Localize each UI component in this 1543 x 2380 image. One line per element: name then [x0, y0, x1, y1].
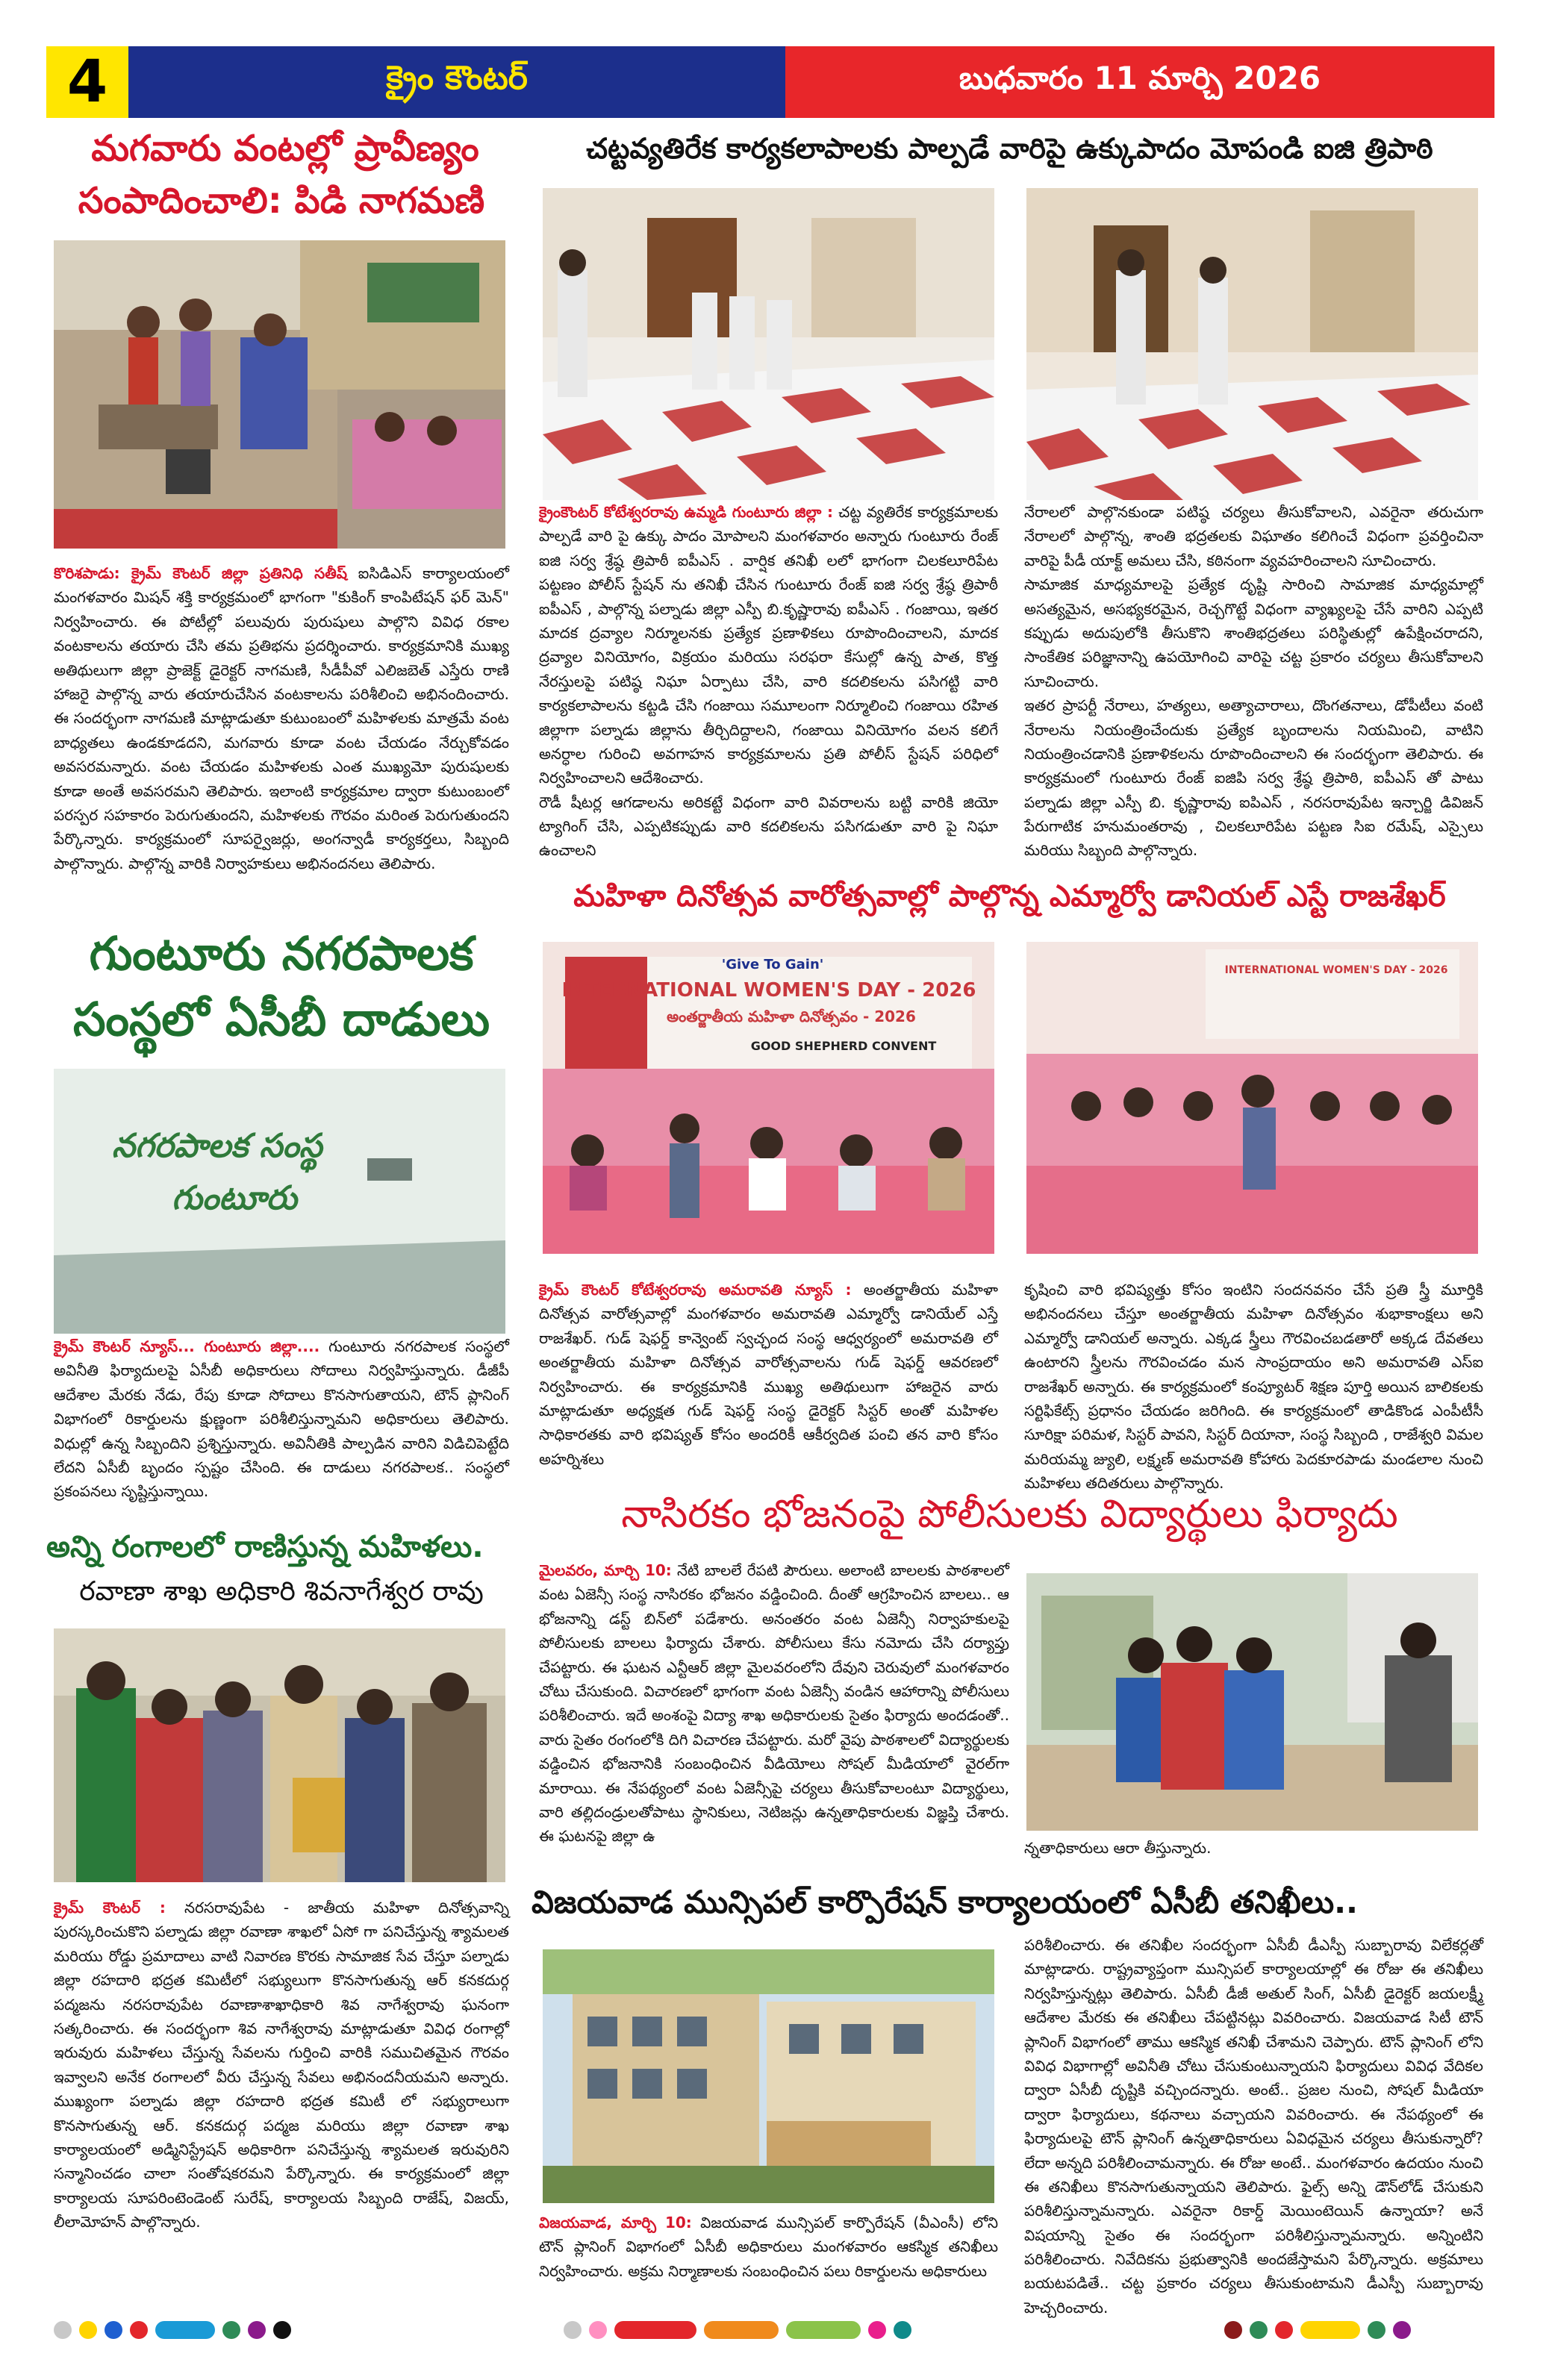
- color-dot: [130, 2321, 148, 2339]
- color-pill: [786, 2321, 861, 2339]
- headline-cooking-1: మగవారు వంటల్లో ప్రావీణ్యం: [91, 128, 479, 169]
- headline-cooking-2: సంపాదించాలి: పిడి నాగమణి: [78, 180, 485, 222]
- article-text: ఐసిడిఎస్ కార్యాలయంలో మంగళవారం మిషన్ శక్తి కార్యక్రమంలో భాగంగా "కుకింగ్ కాంపిటేషన్ ఫర్ మెన్" నిర్వహించారు. ఈ పోటీల్లో పలువురు పురుషులు పాల్గొని వివిధ రకాల వంటకాలను తయారు చేసి తమ ప్రతిభను ప్రదర్శించారు. కార్యక్రమానికి ముఖ్య అతిథులుగా జిల్లా ప్రాజెక్ట్ డైరెక్టర్ నాగమణి, సీడీపీవో ఎలిజబెత్ ఎస్తేరు రాణి హాజరై పాల్గొన్న వారు తయారుచేసిన వంటకాలను పరిశీలించి అభినందించారు. ఈ సందర్భంగా నాగమణి మాట్లాడుతూ కుటుంబంలో మహిళలకు మాత్రమే వంట బాధ్యతలు ఉండకూడదని, మగవారు కూడా వంట చేయడం నేర్చుకోవడం అవసరమన్నారు. వంట చేయడం మహిళలకు ఎంత ముఖ్యమో పురుషులకు కూడా అంతే అవసరమని తెలిపారు. ఇలాంటి కార్యక్రమాల ద్వారా కుటుంబంలో పరస్పర సహకారం పెరుగుతుందని, మహిళలకు గౌరవం మరింత పెరుగుతుందని పేర్కొన్నారు. కార్యక్రమంలో సూపర్వైజర్లు, అంగన్వాడీ కార్యకర్తలు, సిబ్బంది పాల్గొన్నారు. పాల్గొన్న వారికి నిర్వాహకులు అభినందనలు తెలిపారు.: [54, 564, 510, 872]
- footer-color-strip-mid: [564, 2321, 911, 2339]
- dateline: క్రైమ్ కౌంటర్ న్యూస్... గుంటూరు జిల్లా....: [54, 1337, 320, 1355]
- dateline: క్రైమ్ కౌంటర్ :: [54, 1899, 166, 1917]
- article-text-2: రౌడీ షీటర్ల ఆగడాలను అరికట్టే విధంగా వారి వివరాలను బట్టి వారికి జియో ట్యాగింగ్ చేసి, ఎప్పటికప్పుడు వారి కదలికలను పసిగడుతూ వారి పై నిఘా ఉంచాలని: [539, 793, 998, 860]
- article-text-2: సామాజిక మాధ్యమాలపై ప్రత్యేక దృష్టి సారించి సామాజిక మాధ్యమాల్లో అసత్యమైన, అసభ్యకరమైన, రెచ్చగొట్టే విధంగా వ్యాఖ్యలపై చేసే వారిని ఎప్పటి కప్పుడు అదుపులోకి తీసుకొని శాంతిభద్రతలు పరిస్థితుల్లో ఉపేక్షించరాదని, సాంకేతిక పరిజ్ఞానాన్ని ఉపయోగించి వారిపై చట్ట ప్రకారం చర్యలు తీసుకోవాలని సూచించారు.: [1024, 575, 1483, 690]
- story-vmc-body-left: [539, 2211, 998, 2283]
- color-dot: [589, 2321, 607, 2339]
- headline-womens-day: మహిళా దినోత్సవ వారోత్సవాల్లో పాల్గొన్న ఎమ్మార్వో డానియల్ ఎస్టే రాజశేఖర్: [573, 879, 1446, 913]
- color-pill: [1300, 2321, 1360, 2339]
- headline-women-fields: అన్ని రంగాలలో రాణిస్తున్న మహిళలు.: [46, 1530, 484, 1564]
- story-women-fields-body: [54, 1896, 509, 2234]
- banner-convent: GOOD SHEPHERD CONVENT: [750, 1039, 937, 1053]
- section-title: క్రైం కౌంటర్: [128, 46, 785, 118]
- article-text: పరిశీలించారు. ఈ తనిఖీల సందర్భంగా ఏసీబీ డీఎస్పీ సుబ్బారావు విలేకర్లతో మాట్లాడారు. రాష్ట్రవ్యాప్తంగా మున్సిపల్ కార్యాలయాల్లో ఈ రోజు ఈ తనిఖీలు నిర్వహిస్తున్నట్లు తెలిపారు. ఏసీబీ డీజీ అతుల్ సింగ్, ఏసీబీ డైరెక్టర్ జయలక్ష్మీ ఆదేశాల మేరకు ఈ తనిఖీలు చేపట్టినట్లు వివరించారు. విజయవాడ సిటీ టౌన్ ప్లానింగ్ విభాగంలో తాము ఆకస్మిక తనిఖీ చేశామని చెప్పారు. టౌన్ ప్లానింగ్ లోని వివిధ విభాగాల్లో అవినీతి చోటు చేసుకుంటున్నాయని ఫిర్యాదులు వివిధ వేదికల ద్వారా ఏసీబీ దృష్టికి వచ్చిందన్నారు. అంటే.. ప్రజల నుంచి, సోషల్ మీడియా ద్వారా ఫిర్యాదులు, కథనాలు వచ్చాయని వివరించారు. ఈ నేపథ్యంలో ఈ ఫిర్యాదులపై టౌన్ ప్లానింగ్ ఉన్నతాధికారులు ఏవిధమైన చర్యలు తీసుకున్నారో? లేదా అన్నది పరిశీలించామన్నారు. ఈ రోజు అంటే.. మంగళవారం ఉదయం నుంచి ఈ తనిఖీలు కొనసాగుతున్నాయని తెలిపారు. ఫైల్స్ అన్ని డౌన్‌లోడ్ చేసుకుని పరిశీలిస్తున్నామన్నారు. ఎవరైనా రికార్డ్ మెయింటెయిన్ ఉన్నాయా? అనే విషయాన్ని సైతం ఈ సందర్భంగా పరిశీలిస్తున్నామన్నారు. అన్నింటిని పరిశీలించారు. నివేదికను ప్రభుత్వానికి అందజేస్తామని పేర్కొన్నారు. అక్రమాలు బయటపడితే.. చట్ట ప్రకారం చర్యలు తీసుకుంటామని డీఎస్పీ సుబ్బారావు హెచ్చరించారు.: [1024, 1936, 1483, 2317]
- dateline: క్రైమ్ కౌంటర్ కోటేశ్వరరావు అమరావతి న్యూస్ :: [539, 1281, 852, 1299]
- issue-date: బుధవారం 11 మార్చి 2026: [785, 46, 1494, 118]
- dateline: మైలవరం, మార్చి 10:: [539, 1561, 672, 1579]
- headline-acb-guntur-1: గుంటూరు నగరపాలక: [89, 926, 474, 981]
- photo-sign-text-1: నగరపాలక సంస్థ: [112, 1127, 322, 1165]
- story-ig-body-left: [539, 500, 998, 863]
- banner-intl-womens-day-2: INTERNATIONAL WOMEN'S DAY - 2026: [1224, 964, 1448, 976]
- color-dot: [222, 2321, 240, 2339]
- story-womens-day-body-right: [1024, 1278, 1483, 1496]
- photo-cooking-competition: [54, 240, 505, 549]
- color-dot: [868, 2321, 886, 2339]
- photo-vmc-building: [543, 1949, 994, 2203]
- color-dot: [564, 2321, 582, 2339]
- story-acb-guntur-body: [54, 1334, 509, 1504]
- story-food-continuation: న్నతాధికారులు ఆరా తీస్తున్నారు.: [1024, 1839, 1212, 1857]
- story-womens-day-body-left: [539, 1278, 998, 1471]
- subheadline-women-fields: రవాణా శాఖ అధికారి శివనాగేశ్వర రావు: [79, 1576, 484, 1607]
- dateline: కొరిశపాడు: క్రైమ్ కౌంటర్ జిల్లా ప్రతినిధి సతీష్: [54, 564, 348, 582]
- article-text: నేటి బాలలే రేపటి పౌరులు. అలాంటి బాలలకు పాఠశాలలో వంట ఏజెన్సీ సంస్థ నాసిరకం భోజనం వడ్డించింది. దీంతో ఆగ్రహించిన బాలలు.. ఆ భోజనాన్ని డస్ట్ బిన్‌లో పడేశారు. అనంతరం వంట ఏజెన్సీ నిర్వాహకులపై పోలీసులకు బాలలు ఫిర్యాదు చేశారు. పోలీసులు కేసు నమోదు చేసి దర్యాప్తు చేపట్టారు. ఈ ఘటన ఎన్టీఆర్ జిల్లా మైలవరంలోని దేవుని చెరువులో మంగళవారం చోటు చేసుకుంది. విచారణలో భాగంగా వంట ఏజెన్సీ వండిన ఆహారాన్ని పోలీసులు పరిశీలించారు. ఇదే అంశంపై విద్యా శాఖ అధికారులకు సైతం ఫిర్యాదు అందడంతో.. వారు సైతం రంగంలోకి దిగి విచారణ చేపట్టారు. మరో వైపు పాఠశాలలో విద్యార్థులకు వడ్డించిన భోజనానికి సంబంధించిన వీడియోలు సోషల్ మీడియాలో వైరల్‌గా మారాయి. ఈ నేపథ్యంలో వంట ఏజెన్సీపై చర్యలు తీసుకోవాలంటూ విద్యార్థులు, వారి తల్లిదండ్రులతోపాటు స్థానికులు, నెటిజన్లు ఉన్నతాధికారులకు విజ్ఞప్తి చేశారు. ఈ ఘటనపై జిల్లా ఉ: [539, 1561, 1009, 1846]
- story-cooking-body: [54, 561, 509, 875]
- banner-telugu: అంతర్జాతీయ మహిళా దినోత్సవం - 2026: [667, 1008, 916, 1025]
- article-text: నరసరావుపేట - జాతీయ మహిళా దినోత్సవాన్ని పురస్కరించుకొని పల్నాడు జిల్లా రవాణా శాఖలో ఏసో గా పనిచేస్తున్న శ్యామలత మరియు రోడ్డు ప్రమాదాలు వాటి నివారణ కొరకు సామాజిక సేవ చేస్తూ పల్నాడు జిల్లా రహదారి భద్రత కమిటీలో సభ్యులుగా కొనసాగుతున్న ఆర్ కనకదుర్గ పద్మజను నరసరావుపేట రవాణాశాఖాధికారి శివ నాగేశ్వరావు ఘనంగా సత్కరించారు. ఈ సందర్భంగా శివ నాగేశ్వరావు మాట్లాడుతూ వివిధ రంగాల్లో ఇరువురు మహిళలు చేస్తున్న సేవలను గుర్తించి వారికి సముచితమైన గౌరవం ఇవ్వాలని అనేక రంగాలలో వీరు చేస్తున్న సేవలు అభినందనీయమని అన్నారు. ముఖ్యంగా పల్నాడు జిల్లా రహదారి భద్రత కమిటీ లో సభ్యురాలుగా కొనసాగుతున్న ఆర్. కనకదుర్గ పద్మజ మరియు జిల్లా రవాణా శాఖ కార్యాలయంలో అడ్మినిస్ట్రేషన్ అధికారిగా పనిచేస్తున్న శ్యామలత ఇరువురిని సన్మానించడం చాలా సంతోషకరమని పేర్కొన్నారు. ఈ కార్యక్రమంలో జిల్లా కార్యాలయ సూపరింటెండెంట్ సురేష్, కార్యాలయ సిబ్బంది రాజేష్, విజయ్, లీలామోహన్ పాల్గొన్నారు.: [54, 1899, 510, 2231]
- color-dot: [248, 2321, 266, 2339]
- headline-vmc-acb: విజయవాడ మున్సిపల్ కార్పొరేషన్ కార్యాలయంలో ఏసీబీ తనిఖీలు..: [532, 1884, 1359, 1920]
- article-text: చట్ట వ్యతిరేక కార్యక్రమాలకు పాల్పడే వారి పై ఉక్కు పాదం మోపాలని మంగళవారం అన్నారు గుంటూరు రేంజ్ ఐజి సర్వ శ్రేష్ఠ త్రిపాఠీ ఐపీఎస్ . వార్షిక తనిఖీ లలో భాగంగా చిలకలూరిపేట పట్టణం పోలీస్ స్టేషన్ ను తనిఖీ చేసిన గుంటూరు రేంజ్ ఐజి సర్వ శ్రేష్ఠ త్రిపాఠీ ఐపీఎస్ , పాల్గొన్న పల్నాడు జిల్లా ఎస్పీ బి.కృష్ణారావు ఐపీఎస్ . గంజాయి, ఇతర మాదక ద్రవ్యాల నిర్మూలనకు ప్రత్యేక ప్రణాళికలు రూపొందించాలని, మాదక ద్రవ్యాల వినియోగం, విక్రయం మరియు సరఫరా కేసుల్లో ఉన్న పాత, కొత్త నేరస్తులపై పటిష్ఠ నిఘా ఏర్పాటు చేసి, వారి కదలికలను పసిగట్టి వారి కార్యకలాపాలను కట్టడి చేసి గంజాయి సమూలంగా నిర్మూలించి గంజాయి రహిత జిల్లాగా పల్నాడు జిల్లాను తీర్చిదిద్దాలని, గంజాయి వినియోగం వలన కలిగే అనర్ధాల గురించి అవగాహన కార్యక్రమాలను ప్రతి పోలీస్ స్టేషన్ పరిధిలో నిర్వహించాలని ఆదేశించారు.: [539, 503, 998, 787]
- color-dot: [1224, 2321, 1242, 2339]
- article-text: నేరాలలో పాల్గొనకుండా పటిష్ఠ చర్యలు తీసుకోవాలని, ఎవరైనా తరుచుగా నేరాలలో పాల్గొన్న, శాంతి భద్రతలకు విఘాతం కలిగించే విధంగా ప్రవర్తించినా వారిపై పీడీ యాక్ట్ అమలు చేసి, కఠినంగా వ్యవహరించాలని సూచించారు.: [1024, 503, 1483, 569]
- article-text: అంతర్జాతీయ మహిళా దినోత్సవ వారోత్సవాల్లో మంగళవారం అమరావతి ఎమ్మార్వో డానియేల్ ఎస్తే రాజశేఖర్. గుడ్ షెఫర్డ్ కాన్వెంట్ స్వచ్ఛంద సంస్థ ఆధ్వర్యంలో అమరావతి లో అంతర్జాతీయ మహిళా దినోత్సవ వారోత్సవాలను గుడ్ షెఫర్డ్ ఆవరణలో నిర్వహించారు. ఈ కార్యక్రమానికి ముఖ్య అతిథులుగా హాజరైన వారు మాట్లాడుతూ అధ్యక్షత గుడ్ షెఫర్డ్ సంస్థ డైరెక్టర్ సిస్టర్ అంతో మహిళల సాధికారతకు వారి భవిష్యత్ కోసం అందరికీ ఆకీర్వదిత పంచి తన వారి కోసం అహర్నిశలు: [539, 1281, 998, 1468]
- color-pill: [704, 2321, 779, 2339]
- article-text-3: ఇతర ప్రాపర్టీ నేరాలు, హత్యలు, అత్యాచారాలు, దొంగతనాలు, డోపీటీలు వంటి నేరాలను నియంత్రించేందుకు ప్రత్యేక బృందాలను నియమించి, వాటిని నియంత్రించడానికి ప్రణాళికలను రూపొందించాలని ఈ సందర్భంగా తెలిపారు. ఈ కార్యక్రమంలో గుంటూరు రేంజ్ ఐజిపి సర్వ శ్రేష్ఠ త్రిపాఠి, ఐపీఎస్ తో పాటు పల్నాడు జిల్లా ఎస్పీ బి. కృష్ణారావు ఐపిఎస్ , నరసరావుపేట ఇన్చార్జి డివిజన్ పేరుగాటిక హనుమంతరావు , చిలకలూరిపేట పట్టణ సిఐ రమేష్, ఎస్సైలు మరియు సిబ్బంది పాల్గొన్నారు.: [1024, 696, 1483, 860]
- story-vmc-body-right: [1024, 1933, 1483, 2320]
- story-food-body: [539, 1558, 1009, 1849]
- photo-police-inspection-2: [1026, 188, 1478, 500]
- footer-color-strip-right: [1224, 2321, 1411, 2339]
- article-text: గుంటూరు నగరపాలక సంస్థలో అవినీతి ఫిర్యాదులపై ఏసీబీ అధికారులు సోదాలు నిర్వహిస్తున్నారు. డీజీపీ ఆదేశాల మేరకు నేడు, రేపు కూడా సోదాలు కొనసాగుతాయని, టౌన్ ప్లానింగ్ విభాగంలో రికార్డులను క్షుణ్ణంగా పరిశీలిస్తున్నామని అధికారులు తెలిపారు. విధుల్లో ఉన్న సిబ్బందిని ప్రశ్నిస్తున్నారు. అవినీతికి పాల్పడిన వారిని విడిచిపెట్టేది లేదని ఏసీబీ బృందం స్పష్టం చేసింది. ఈ దాడులు నగరపాలక.. సంస్థలో ప్రకంపనలు సృష్టిస్తున్నాయి.: [54, 1337, 509, 1501]
- footer-color-strip-left: [54, 2321, 291, 2339]
- photo-womens-day-stage-2: [1026, 942, 1478, 1254]
- color-dot: [273, 2321, 291, 2339]
- color-dot: [54, 2321, 72, 2339]
- color-dot: [1250, 2321, 1268, 2339]
- headline-school-food: నాసిరకం భోజనంపై పోలీసులకు విద్యార్థులు ఫిర్యాదు: [621, 1492, 1398, 1537]
- article-text: కృషించి వారి భవిష్యత్తు కోసం ఇంటిని సందనవనం చేసే ప్రతి స్త్రీ మూర్తికి అభినందనలు చేస్తూ అంతర్జాతీయ మహిళా దినోత్సవం శుభాకాంక్షలు అని ఎమ్మార్వో డానియల్ అన్నారు. ఎక్కడ స్త్రీలు గౌరవించబడతారో అక్కడ దేవతలు ఉంటారని స్త్రీలను గౌరవించడం మన సాంప్రదాయం అని అమరావతి ఎస్ఐ రాజశేఖర్ అన్నారు. ఈ కార్యక్రమంలో కంప్యూటర్ శిక్షణ పూర్తి అయిన బాలికలకు సర్టిఫికేట్స్ ప్రధానం చేయడం జరిగింది. ఈ కార్యక్రమంలో తాడికొండ ఎంపీటీసీ సూరిక్షా పరిమళ, సిస్టర్ పావని, సిస్టర్ దియానా, సంస్థ సిబ్బంది , రాజేశ్వరి విమల మరియమ్మ జ్యులి, లక్ష్మణ్ అమరావతి కోహారు పెదకూరపాడు మండలాల నుంచి మహిళలు తదితరులు పాల్గొన్నారు.: [1024, 1281, 1483, 1493]
- page-number: 4: [46, 46, 128, 118]
- color-pill: [614, 2321, 696, 2339]
- color-dot: [1368, 2321, 1385, 2339]
- banner-give-to-gain: 'Give To Gain': [721, 957, 824, 972]
- photo-police-inspection-1: [543, 188, 994, 500]
- banner-intl-womens-day: INTERNATIONAL WOMEN'S DAY - 2026: [561, 979, 976, 1002]
- color-pill: [155, 2321, 215, 2339]
- dateline: క్రైంకౌంటర్ కోటేశ్వరరావు ఉమ్మడి గుంటూరు జిల్లా :: [539, 503, 834, 521]
- headline-ig-tripathi: చట్టవ్యతిరేక కార్యకలాపాలకు పాల్పడే వారిపై ఉక్కుపాదం మోపండి ఐజి త్రిపాఠి: [586, 132, 1433, 165]
- photo-sign-text-2: గుంటూరు: [172, 1179, 297, 1217]
- color-dot: [105, 2321, 122, 2339]
- color-dot: [894, 2321, 911, 2339]
- photo-transport-honour: [54, 1628, 505, 1882]
- photo-school-children: [1026, 1573, 1478, 1831]
- dateline: విజయవాడ, మార్చి 10:: [539, 2214, 692, 2231]
- color-dot: [1393, 2321, 1411, 2339]
- color-dot: [79, 2321, 97, 2339]
- article-text: విజయవాడ మున్సిపల్ కార్పొరేషన్ (వీఎంసీ) లోని టౌన్ ప్లానింగ్ విభాగంలో ఏసీబీ అధికారులు మంగళవారం ఆకస్మిక తనిఖీలు నిర్వహించారు. అక్రమ నిర్మాణాలకు సంబంధించిన పలు రికార్డులను అధికారులు: [539, 2214, 999, 2280]
- color-dot: [1275, 2321, 1293, 2339]
- story-ig-body-right: [1024, 500, 1483, 863]
- headline-acb-guntur-2: సంస్థలో ఏసీబీ దాడులు: [72, 992, 490, 1046]
